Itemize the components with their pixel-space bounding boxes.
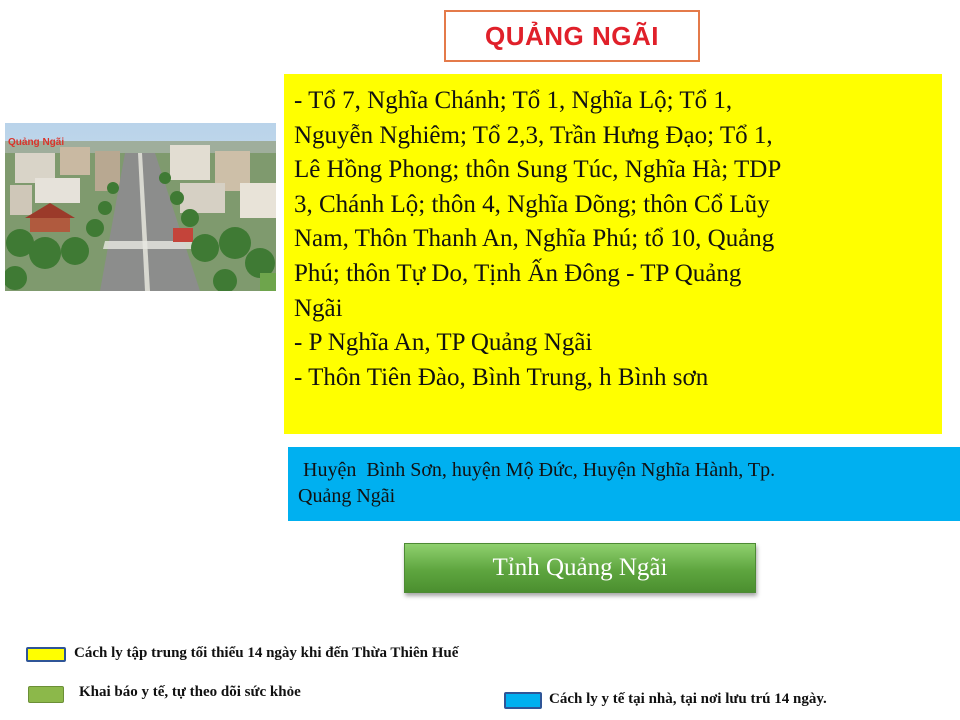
legend-swatch-blue (504, 692, 542, 709)
legend-label-quarantine: Cách ly tập trung tối thiểu 14 ngày khi đến Thừa Thiên Huế (74, 645, 459, 661)
page-title-box (444, 10, 700, 62)
legend-swatch-yellow (26, 647, 66, 662)
blue-zone-line: Huyện Bình Sơn, huyện Mộ Đức, Huyện Nghĩa Hành, Tp. (298, 459, 776, 481)
yellow-zone-line: Lê Hồng Phong; thôn Sung Túc, Nghĩa Hà; TDP (294, 156, 782, 184)
page-title: QUẢNG NGÃI (485, 20, 659, 51)
blue-zone-line: Quảng Ngãi (298, 485, 396, 507)
yellow-zone-line: Nam, Thôn Thanh An, Nghĩa Phú; tổ 10, Quảng (294, 225, 775, 253)
photo-watermark: Quảng Ngãi (8, 137, 65, 148)
legend-label-health-declaration: Khai báo y tế, tự theo dõi sức khỏe (79, 684, 301, 700)
city-photo (5, 123, 276, 291)
yellow-zone-line: Phú; thôn Tự Do, Tịnh Ấn Đông - TP Quảng (294, 259, 742, 287)
yellow-zone-list (284, 74, 942, 434)
legend-label-home-quarantine: Cách ly y tế tại nhà, tại nơi lưu trú 14 ngày. (549, 691, 827, 707)
yellow-zone-line: Nguyễn Nghiêm; Tổ 2,3, Trần Hưng Đạo; Tổ 1, (294, 121, 773, 149)
yellow-zone-line: Ngãi (294, 294, 343, 322)
yellow-zone-line: - Thôn Tiên Đào, Bình Trung, h Bình sơn (294, 363, 709, 391)
legend-swatch-green (28, 686, 64, 703)
yellow-zone-line: 3, Chánh Lộ; thôn 4, Nghĩa Dõng; thôn Cổ Lũy (294, 190, 770, 218)
blue-zone-list (288, 447, 960, 521)
yellow-zone-line: - Tổ 7, Nghĩa Chánh; Tổ 1, Nghĩa Lộ; Tổ 1, (294, 87, 733, 114)
province-button[interactable]: Tỉnh Quảng Ngãi (404, 543, 756, 593)
yellow-zone-line: - P Nghĩa An, TP Quảng Ngãi (294, 329, 593, 357)
